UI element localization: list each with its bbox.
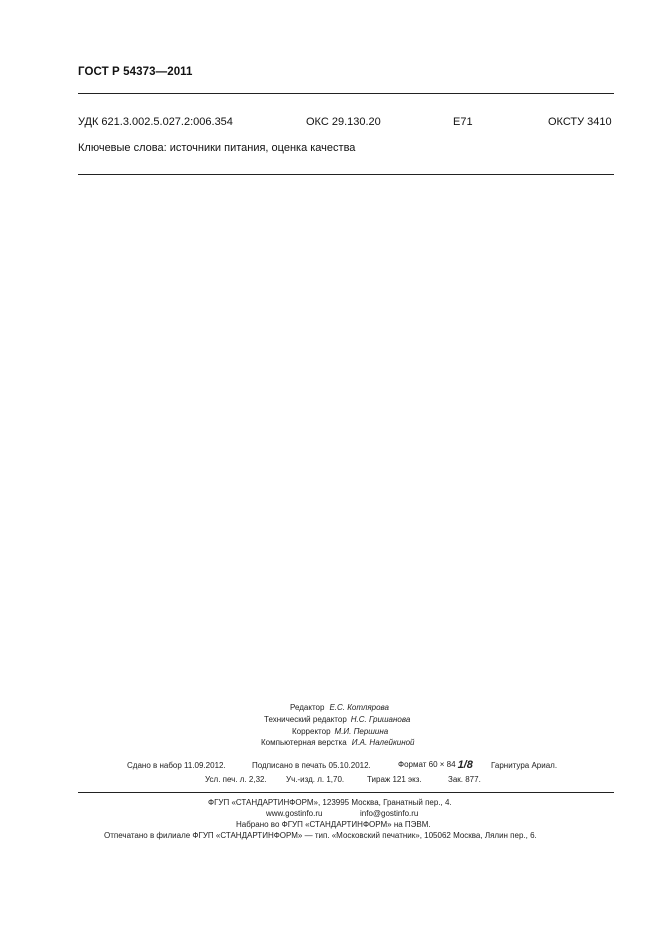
- publisher-website[interactable]: www.gostinfo.ru: [266, 809, 323, 818]
- format-fraction: 1/8: [457, 759, 473, 771]
- editor-role: Редактор: [290, 703, 325, 712]
- imprint-divider: [78, 792, 614, 793]
- typeset-note: Набрано во ФГУП «СТАНДАРТИНФОРМ» на ПЭВМ.: [236, 820, 431, 829]
- layout-role: Компьютерная верстка: [261, 738, 347, 747]
- format-info: [398, 759, 473, 771]
- editor-name: Е.С. Котлярова: [329, 703, 390, 712]
- layout-name: И.А. Налейкиной: [351, 738, 415, 747]
- tech-editor-role: Технический редактор: [264, 715, 347, 724]
- circulation: Тираж 121 экз.: [367, 775, 422, 784]
- standard-code: ГОСТ Р 54373—2011: [78, 66, 193, 78]
- udk-code: УДК 621.3.002.5.027.2:006.354: [78, 116, 233, 128]
- corrector-role: Корректор: [292, 727, 331, 736]
- okstu-code: ОКСТУ 3410: [548, 116, 612, 128]
- publisher-sheets: Уч.-изд. л. 1,70.: [286, 775, 345, 784]
- typeface-info: Гарнитура Ариал.: [491, 761, 558, 770]
- keywords-line: Ключевые слова: источники питания, оценка качества: [78, 142, 356, 154]
- top-divider: [78, 93, 614, 94]
- publisher-email[interactable]: info@gostinfo.ru: [360, 809, 419, 818]
- publisher-address: ФГУП «СТАНДАРТИНФОРМ», 123995 Москва, Гранатный пер., 4.: [208, 798, 452, 807]
- corrector-name: М.И. Першина: [334, 727, 389, 736]
- oks-code: ОКС 29.130.20: [306, 116, 381, 128]
- order-number: Зак. 877.: [448, 775, 481, 784]
- signed-date: Подписано в печать 05.10.2012.: [252, 761, 371, 770]
- printed-sheets: Усл. печ. л. 2,32.: [205, 775, 267, 784]
- group-code: Е71: [453, 116, 473, 128]
- corrector-credit: [292, 727, 388, 736]
- layout-credit: [261, 738, 415, 747]
- tech-editor-name: Н.С. Гришанова: [350, 715, 411, 724]
- tech-editor-credit: [264, 715, 410, 724]
- printed-note: Отпечатано в филиале ФГУП «СТАНДАРТИНФОРМ» — тип. «Московский печатник», 105062 Москва, Лялин пер., 6.: [104, 831, 537, 840]
- format-text: Формат 60 × 84: [398, 760, 456, 769]
- bottom-divider: [78, 174, 614, 175]
- editor-credit: [290, 703, 389, 712]
- submitted-date: Сдано в набор 11.09.2012.: [127, 761, 226, 770]
